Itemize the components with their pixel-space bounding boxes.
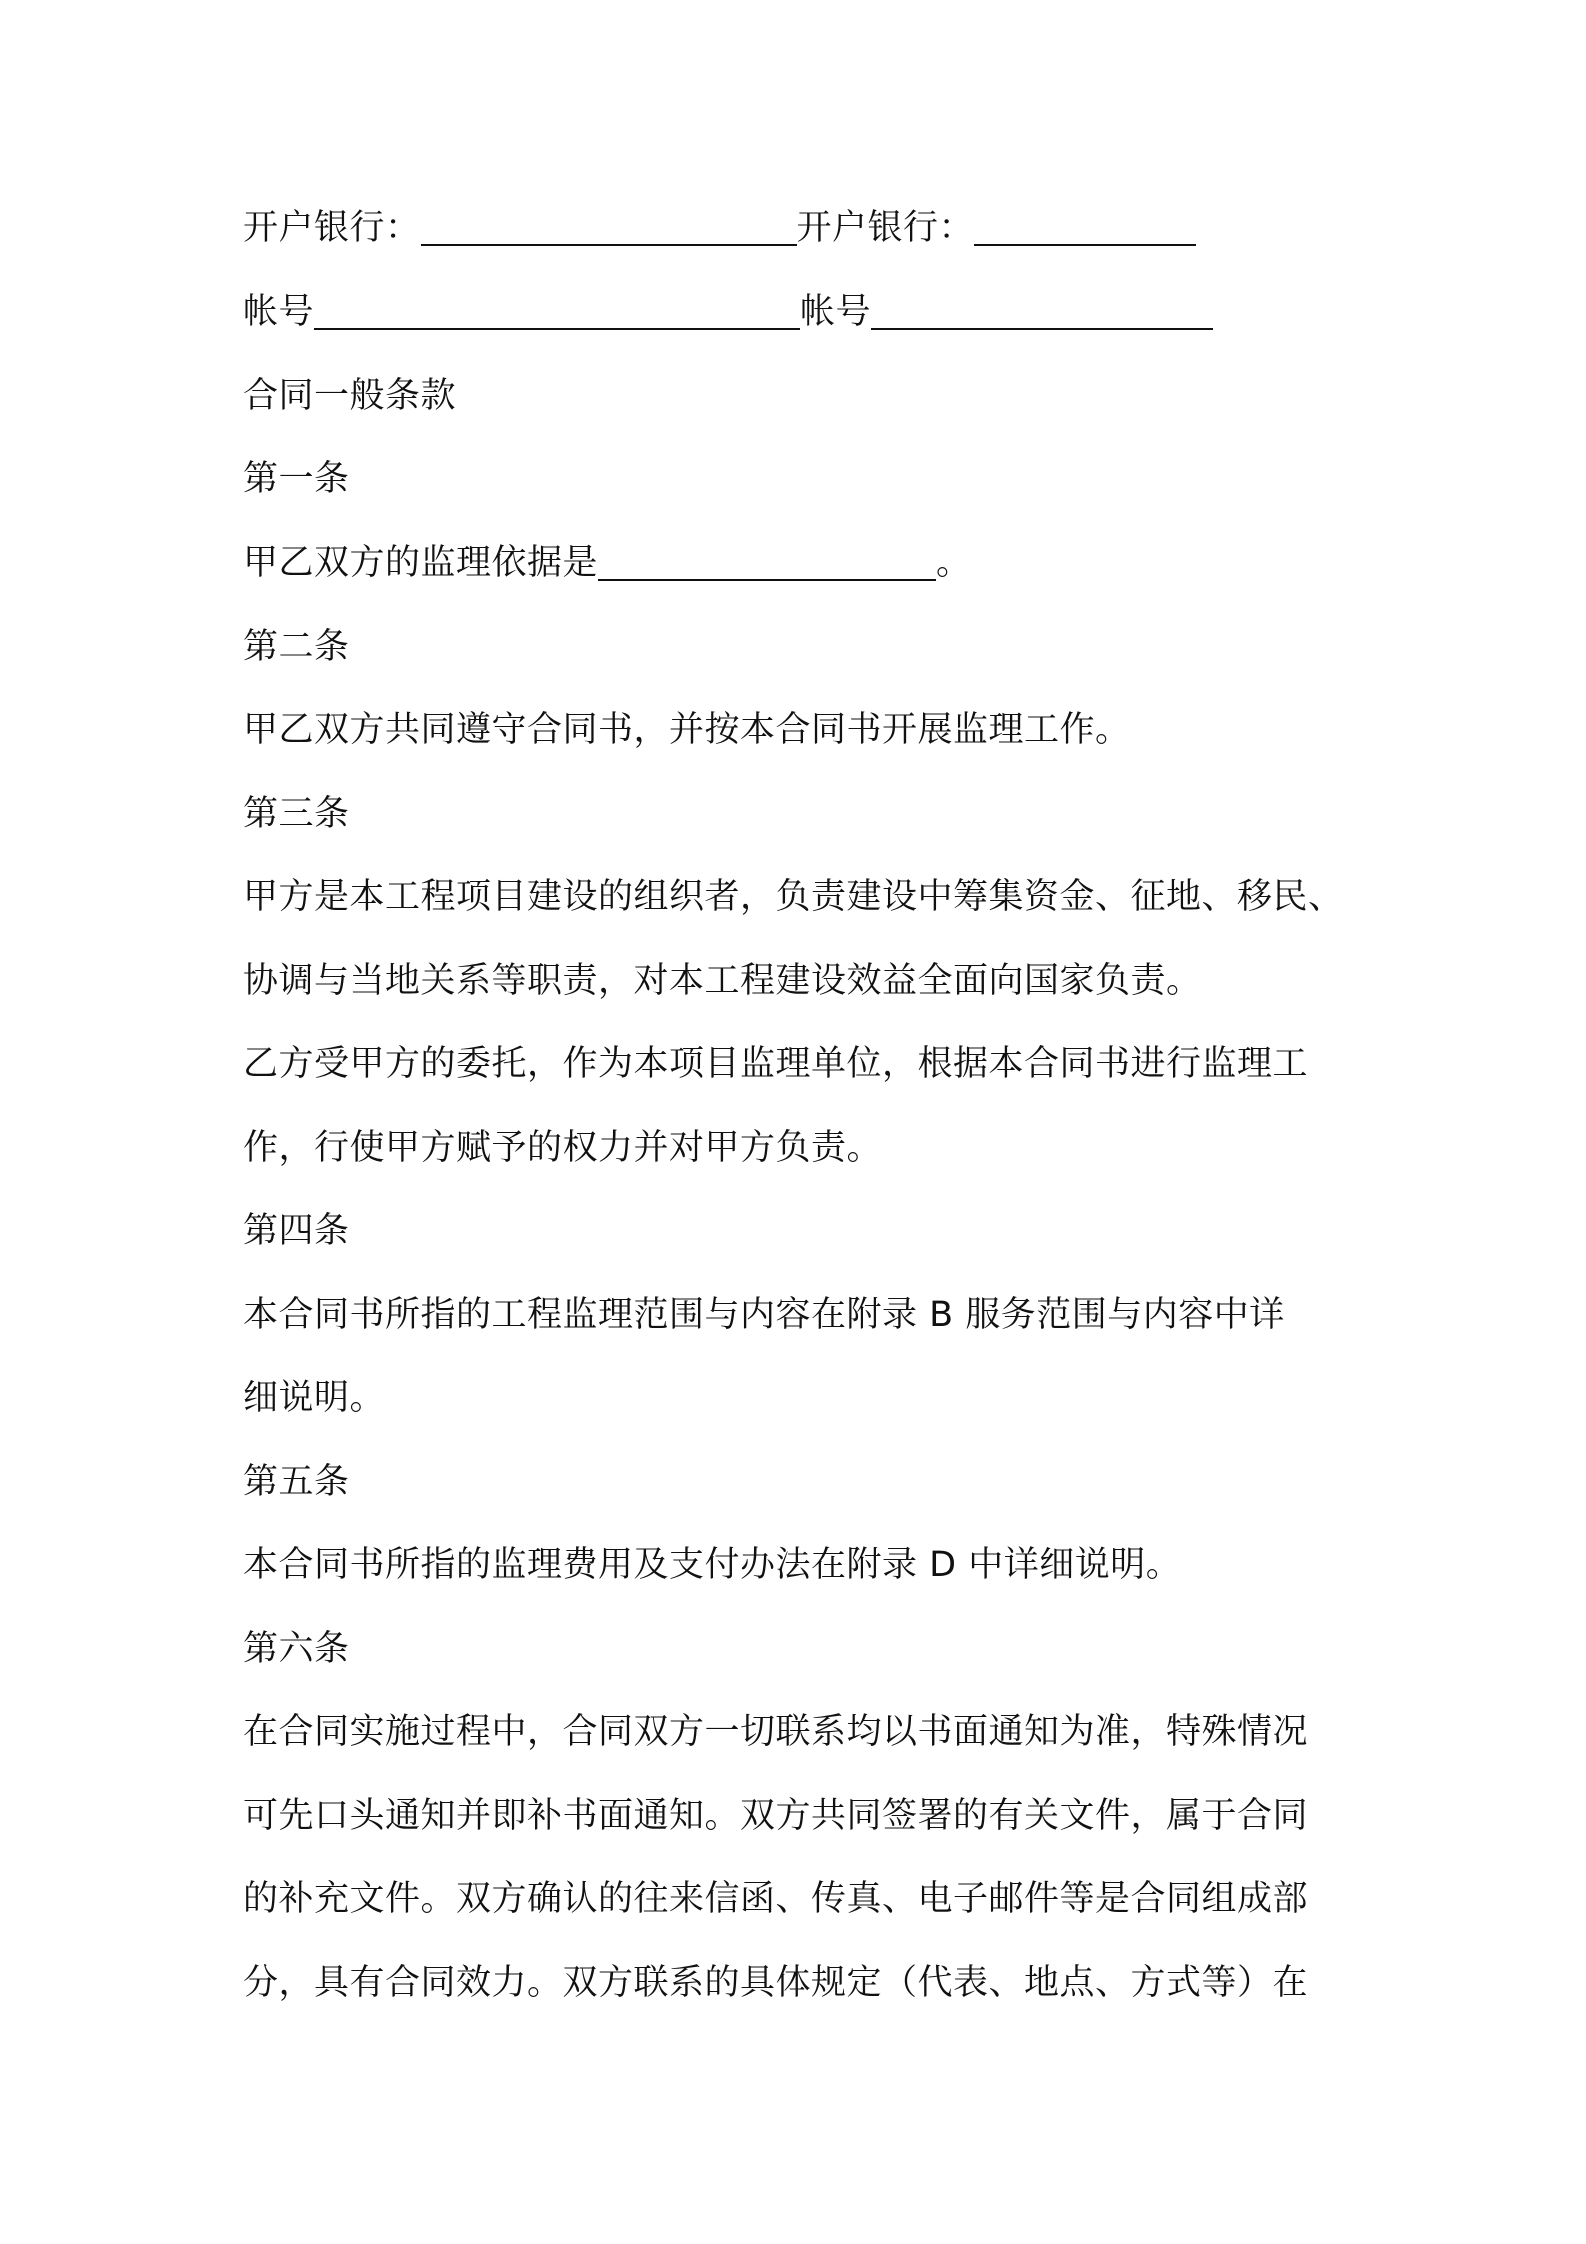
- account-blank-party-a[interactable]: [314, 292, 800, 330]
- article-3-line-1: 甲方是本工程项目建设的组织者，负责建设中筹集资金、征地、移民、: [243, 877, 1344, 917]
- article-6-heading: 第六条: [243, 1629, 350, 1669]
- section-title: 合同一般条款: [243, 376, 457, 416]
- article-3-heading: 第三条: [243, 794, 350, 834]
- article-4-line-1: 本合同书所指的工程监理范围与内容在附录 B 服务范围与内容中详: [243, 1295, 1285, 1335]
- bank-blank-party-b[interactable]: [974, 208, 1196, 246]
- article-2-line-1: 甲乙双方共同遵守合同书，并按本合同书开展监理工作。: [243, 710, 1131, 750]
- article-6-line-2: 可先口头通知并即补书面通知。双方共同签署的有关文件，属于合同: [243, 1796, 1309, 1836]
- account-label-party-a: 帐号: [243, 292, 315, 332]
- article-1-period: 。: [936, 543, 972, 583]
- article-3-line-4: 作，行使甲方赋予的权力并对甲方负责。: [243, 1128, 883, 1168]
- article-2-heading: 第二条: [243, 627, 350, 667]
- bank-row: [243, 204, 1196, 252]
- article-5-heading: 第五条: [243, 1462, 350, 1502]
- article-1-heading: 第一条: [243, 459, 350, 499]
- article-5-line-1: 本合同书所指的监理费用及支付办法在附录 D 中详细说明。: [243, 1545, 1182, 1585]
- account-row: [243, 288, 1213, 336]
- article-6-line-3: 的补充文件。双方确认的往来信函、传真、电子邮件等是合同组成部: [243, 1879, 1309, 1919]
- article-4-heading: 第四条: [243, 1211, 350, 1251]
- article-6-line-1: 在合同实施过程中，合同双方一切联系均以书面通知为准，特殊情况: [243, 1712, 1309, 1752]
- article-4-line-2: 细说明。: [243, 1378, 386, 1418]
- supervision-basis-blank[interactable]: [598, 543, 936, 581]
- article-6-line-4: 分，具有合同效力。双方联系的具体规定（代表、地点、方式等）在: [243, 1963, 1309, 2003]
- article-1-body: [243, 539, 972, 587]
- bank-label-party-b: 开户银行：: [796, 208, 975, 248]
- bank-blank-party-a[interactable]: [421, 208, 797, 246]
- article-3-line-3: 乙方受甲方的委托，作为本项目监理单位，根据本合同书进行监理工: [243, 1044, 1309, 1084]
- article-3-line-2: 协调与当地关系等职责，对本工程建设效益全面向国家负责。: [243, 961, 1202, 1001]
- bank-label-party-a: 开户银行：: [243, 208, 421, 248]
- account-blank-party-b[interactable]: [871, 292, 1213, 330]
- account-label-party-b: 帐号: [800, 292, 872, 332]
- article-1-text: 甲乙双方的监理依据是: [243, 543, 599, 583]
